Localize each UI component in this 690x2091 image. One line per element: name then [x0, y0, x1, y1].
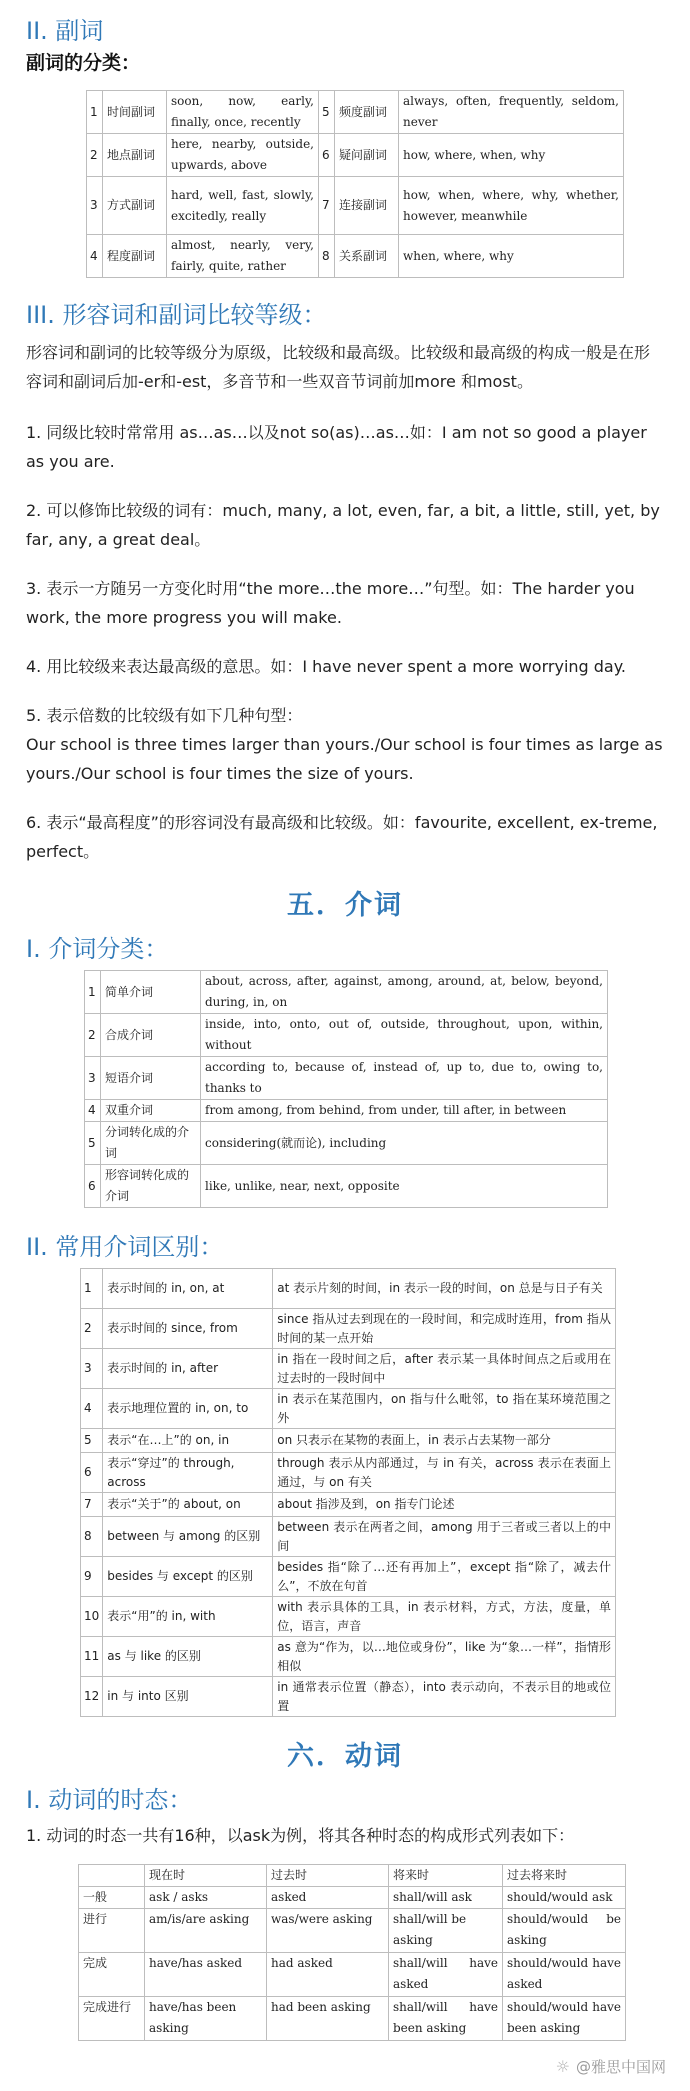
table-row — [87, 91, 624, 134]
row-number: 5 — [319, 91, 335, 134]
adverb-examples: when, where, why — [399, 235, 624, 278]
table-row — [81, 1517, 616, 1557]
table-row — [81, 1389, 616, 1429]
past-future-form: should/would have asked — [503, 1953, 626, 1997]
adverb-category: 程度副词 — [103, 235, 167, 278]
adverb-examples: how, where, when, why — [399, 134, 624, 177]
preposition-explanation: through 表示从内部通过，与 in 有关，across 表示在表面上通过，与 on 有关 — [273, 1453, 616, 1493]
row-number: 2 — [81, 1309, 103, 1349]
table-row — [79, 1997, 626, 2041]
adverb-examples: almost, nearly, very, fairly, quite, rather — [167, 235, 319, 278]
past-future-form: should/would have been asking — [503, 1997, 626, 2041]
table-row — [81, 1429, 616, 1453]
row-number: 4 — [85, 1100, 101, 1122]
preposition-topic: 表示“穿过”的 through, across — [103, 1453, 273, 1493]
aspect-label: 完成进行 — [79, 1997, 145, 2041]
preposition-topic: 表示时间的 in, after — [103, 1349, 273, 1389]
verb-heading: I. 动词的时态： — [26, 1786, 193, 1814]
preposition-examples: according to, because of, instead of, up to, due to, owing to, thanks to — [201, 1057, 608, 1100]
watermark-text: @雅思中国网 — [575, 2058, 666, 2076]
future-form: shall/will be asking — [389, 1909, 503, 1953]
table-header-row — [79, 1865, 626, 1887]
aspect-label: 进行 — [79, 1909, 145, 1953]
row-number: 11 — [81, 1637, 103, 1677]
row-number: 4 — [87, 235, 103, 278]
preposition-topic: 表示“关于”的 about, on — [103, 1493, 273, 1517]
row-number: 12 — [81, 1677, 103, 1717]
preposition-explanation: about 指涉及到，on 指专门论述 — [273, 1493, 616, 1517]
adverb-category: 地点副词 — [103, 134, 167, 177]
adverb-category: 连接副词 — [335, 177, 399, 235]
preposition-category: 合成介词 — [101, 1014, 201, 1057]
preposition-explanation: in 通常表示位置（静态），into 表示动向，不表示目的地或位置 — [273, 1677, 616, 1717]
present-form: have/has been asking — [145, 1997, 267, 2041]
preposition-heading: I. 介词分类： — [26, 935, 169, 963]
preposition-table — [84, 970, 608, 1208]
adverb-examples: always, often, frequently, seldom, never — [399, 91, 624, 134]
row-number: 2 — [87, 134, 103, 177]
comparison-point-2: 2. 可以修饰比较级的词有：much, many, a lot, even, far, a bit, a little, still, yet, by far, any, a great deal。 — [26, 501, 660, 549]
comparison-point-4: 4. 用比较级来表达最高级的意思。如：I have never spent a more worrying day. — [26, 657, 627, 676]
comparison-intro: 形容词和副词的比较等级分为原级，比较级和最高级。比较级和最高级的构成一般是在形容词和副词后加-er和-est，多音节和一些双音节词前加more 和most。 — [26, 343, 651, 391]
table-row — [81, 1637, 616, 1677]
preposition-explanation: with 表示具体的工具，in 表示材料，方式，方法，度量，单位，语言，声音 — [273, 1597, 616, 1637]
comparison-point-6: 6. 表示“最高程度”的形容词没有最高级和比较级。如：favourite, excellent, ex-treme, perfect。 — [26, 813, 658, 861]
table-row — [87, 235, 624, 278]
adverb-examples: soon, now, early, finally, once, recently — [167, 91, 319, 134]
verb-lead: 1. 动词的时态一共有16种，以ask为例，将其各种时态的构成形式列表如下： — [26, 1826, 575, 1845]
header-past: 过去时 — [267, 1865, 389, 1887]
row-number: 5 — [85, 1122, 101, 1165]
header-blank — [79, 1865, 145, 1887]
preposition-category: 短语介词 — [101, 1057, 201, 1100]
table-row — [79, 1909, 626, 1953]
past-future-form: should/would be asking — [503, 1909, 626, 1953]
row-number: 2 — [85, 1014, 101, 1057]
preposition-explanation: in 指在一段时间之后，after 表示某一具体时间点之后或用在过去时的一段时间中 — [273, 1349, 616, 1389]
header-present: 现在时 — [145, 1865, 267, 1887]
adverb-category: 疑问副词 — [335, 134, 399, 177]
present-form: am/is/are asking — [145, 1909, 267, 1953]
row-number: 5 — [81, 1429, 103, 1453]
table-row — [81, 1269, 616, 1309]
adverb-subheading: 副词的分类： — [26, 52, 141, 74]
row-number: 6 — [85, 1165, 101, 1208]
row-number: 1 — [81, 1269, 103, 1309]
row-number: 8 — [319, 235, 335, 278]
table-row — [79, 1887, 626, 1909]
preposition-explanation: on 只表示在某物的表面上，in 表示占去某物一部分 — [273, 1429, 616, 1453]
table-row — [85, 1100, 608, 1122]
preposition-examples: inside, into, onto, out of, outside, throughout, upon, within, without — [201, 1014, 608, 1057]
preposition-diff-table — [80, 1268, 616, 1717]
preposition-explanation: between 表示在两者之间，among 用于三者或三者以上的中间 — [273, 1517, 616, 1557]
adverb-category: 时间副词 — [103, 91, 167, 134]
table-row — [81, 1677, 616, 1717]
row-number: 3 — [85, 1057, 101, 1100]
preposition-category: 分词转化成的介词 — [101, 1122, 201, 1165]
present-form: have/has asked — [145, 1953, 267, 1997]
row-number: 6 — [81, 1453, 103, 1493]
future-form: shall/will have been asking — [389, 1997, 503, 2041]
table-row — [85, 1014, 608, 1057]
preposition-explanation: since 指从过去到现在的一段时间，和完成时连用，from 指从时间的某一点开始 — [273, 1309, 616, 1349]
comparison-point-1: 1. 同级比较时常常用 as…as…以及not so(as)…as…如：I am not so good a player as you are. — [26, 423, 647, 471]
row-number: 1 — [87, 91, 103, 134]
present-form: ask / asks — [145, 1887, 267, 1909]
verb-chapter-title: 六．动词 — [287, 1741, 403, 1772]
preposition-examples: considering(就而论), including — [201, 1122, 608, 1165]
row-number: 6 — [319, 134, 335, 177]
comparison-point-5-examples: Our school is three times larger than yours./Our school is four times as large as yours./Our school is four times the size of yours. — [26, 735, 663, 783]
row-number: 4 — [81, 1389, 103, 1429]
preposition-chapter-title: 五．介词 — [287, 890, 403, 921]
table-row — [81, 1349, 616, 1389]
adverb-examples: here, nearby, outside, upwards, above — [167, 134, 319, 177]
aspect-label: 一般 — [79, 1887, 145, 1909]
row-number: 3 — [87, 177, 103, 235]
preposition-explanation: as 意为“作为，以…地位或身份”，like 为“象…一样”，指情形相似 — [273, 1637, 616, 1677]
past-form: had been asking — [267, 1997, 389, 2041]
preposition-topic: between 与 among 的区别 — [103, 1517, 273, 1557]
comparison-point-5-title: 5. 表示倍数的比较级有如下几种句型： — [26, 706, 303, 725]
adverb-category: 频度副词 — [335, 91, 399, 134]
preposition-diff-heading: II. 常用介词区别： — [26, 1233, 224, 1261]
table-row — [81, 1309, 616, 1349]
preposition-examples: like, unlike, near, next, opposite — [201, 1165, 608, 1208]
future-form: shall/will have asked — [389, 1953, 503, 1997]
adverb-category: 方式副词 — [103, 177, 167, 235]
weibo-watermark — [556, 2056, 666, 2077]
preposition-examples: about, across, after, against, among, around, at, below, beyond, during, in, on — [201, 971, 608, 1014]
verb-tense-table — [78, 1864, 626, 2041]
table-row — [87, 177, 624, 235]
table-row — [79, 1953, 626, 1997]
preposition-topic: 表示“用”的 in, with — [103, 1597, 273, 1637]
preposition-topic: as 与 like 的区别 — [103, 1637, 273, 1677]
row-number: 8 — [81, 1517, 103, 1557]
row-number: 1 — [85, 971, 101, 1014]
table-row — [85, 1122, 608, 1165]
comparison-point-3: 3. 表示一方随另一方变化时用“the more…the more…”句型。如：The harder you work, the more progress you will make. — [26, 579, 635, 627]
row-number: 3 — [81, 1349, 103, 1389]
past-form: had asked — [267, 1953, 389, 1997]
preposition-category: 简单介词 — [101, 971, 201, 1014]
adverb-examples: how, when, where, why, whether, however, meanwhile — [399, 177, 624, 235]
preposition-topic: 表示时间的 since, from — [103, 1309, 273, 1349]
row-number: 7 — [81, 1493, 103, 1517]
header-future: 将来时 — [389, 1865, 503, 1887]
past-form: asked — [267, 1887, 389, 1909]
past-form: was/were asking — [267, 1909, 389, 1953]
row-number: 9 — [81, 1557, 103, 1597]
past-future-form: should/would ask — [503, 1887, 626, 1909]
weibo-icon: ☼ — [555, 2057, 570, 2076]
table-row — [81, 1493, 616, 1517]
preposition-topic: 表示时间的 in, on, at — [103, 1269, 273, 1309]
preposition-explanation: at 表示片刻的时间，in 表示一段的时间，on 总是与日子有关 — [273, 1269, 616, 1309]
table-row — [85, 971, 608, 1014]
preposition-category: 形容词转化成的介词 — [101, 1165, 201, 1208]
preposition-topic: besides 与 except 的区别 — [103, 1557, 273, 1597]
adverb-category: 关系副词 — [335, 235, 399, 278]
future-form: shall/will ask — [389, 1887, 503, 1909]
preposition-category: 双重介词 — [101, 1100, 201, 1122]
header-past-future: 过去将来时 — [503, 1865, 626, 1887]
table-row — [85, 1165, 608, 1208]
table-row — [85, 1057, 608, 1100]
preposition-explanation: besides 指“除了…还有再加上”，except 指“除了，减去什么”，不放在句首 — [273, 1557, 616, 1597]
row-number: 10 — [81, 1597, 103, 1637]
adverb-heading: II. 副词 — [26, 17, 104, 45]
preposition-topic: 表示地理位置的 in, on, to — [103, 1389, 273, 1429]
preposition-topic: 表示“在…上”的 on, in — [103, 1429, 273, 1453]
table-row — [87, 134, 624, 177]
aspect-label: 完成 — [79, 1953, 145, 1997]
preposition-examples: from among, from behind, from under, till after, in between — [201, 1100, 608, 1122]
row-number: 7 — [319, 177, 335, 235]
adverb-examples: hard, well, fast, slowly, excitedly, really — [167, 177, 319, 235]
table-row — [81, 1453, 616, 1493]
table-row — [81, 1597, 616, 1637]
preposition-topic: in 与 into 区别 — [103, 1677, 273, 1717]
preposition-explanation: in 表示在某范围内，on 指与什么毗邻，to 指在某环境范围之外 — [273, 1389, 616, 1429]
comparison-heading: III. 形容词和副词比较等级： — [26, 301, 327, 329]
adverb-table — [86, 90, 624, 278]
table-row — [81, 1557, 616, 1597]
